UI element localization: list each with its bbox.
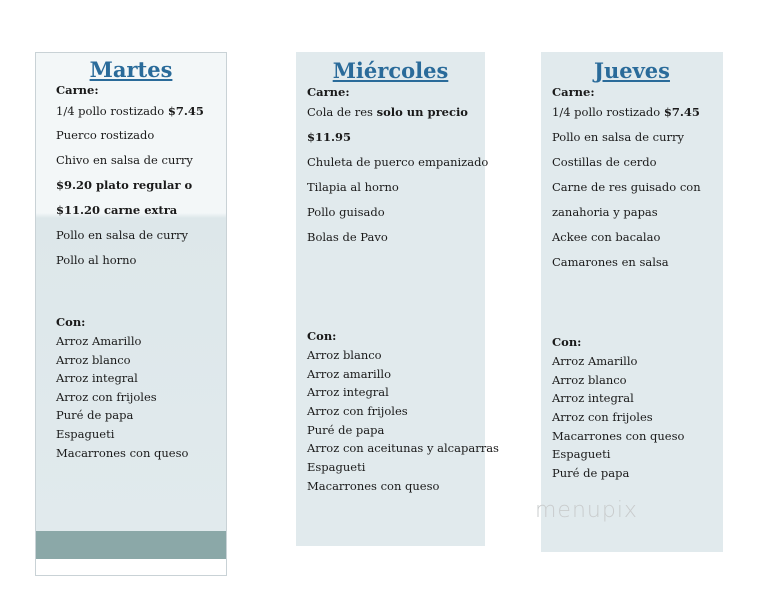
side-item: Arroz con frijoles (552, 410, 653, 424)
side-item: Puré de papa (552, 466, 630, 480)
watermark-logo: menupix (535, 498, 638, 523)
menu-item: Pollo al horno (56, 253, 137, 267)
side-item: Espagueti (552, 447, 611, 461)
side-item: Arroz integral (307, 385, 389, 399)
menu-item: Bolas de Pavo (307, 230, 388, 244)
side-item: Arroz amarillo (307, 367, 392, 381)
side-item: Puré de papa (307, 423, 385, 437)
meat-header: Carne: (56, 83, 99, 97)
sides-header: Con: (552, 335, 582, 349)
side-item: Arroz Amarillo (56, 334, 142, 348)
menu-item: Pollo guisado (307, 205, 385, 219)
side-item: Arroz integral (552, 391, 634, 405)
meat-header: Carne: (552, 85, 595, 99)
menu-item: 1/4 pollo rostizado $7.45 (552, 105, 700, 119)
side-item: Arroz blanco (552, 373, 627, 387)
menu-item: Chuleta de puerco empanizado (307, 155, 489, 169)
menu-item: Tilapia al horno (307, 180, 399, 194)
side-item: Espagueti (56, 427, 115, 441)
meat-header: Carne: (307, 85, 350, 99)
panel-footer (36, 559, 226, 575)
menu-item: Costillas de cerdo (552, 155, 657, 169)
menu-column-miercoles (296, 52, 499, 546)
side-item: Arroz con aceitunas y alcaparras (307, 441, 499, 455)
menu-column-martes (35, 52, 227, 576)
side-item: Arroz Amarillo (552, 354, 638, 368)
side-item: Arroz integral (56, 371, 138, 385)
side-item: Espagueti (307, 460, 366, 474)
side-item: Macarrones con queso (552, 429, 685, 443)
menu-item: Pollo en salsa de curry (552, 130, 685, 144)
menu-item: Camarones en salsa (552, 255, 669, 269)
menu-item: $11.95 (307, 130, 352, 144)
sides-header: Con: (307, 329, 337, 343)
menu-item: Pollo en salsa de curry (56, 228, 189, 242)
side-item: Arroz con frijoles (307, 404, 408, 418)
day-title: Miércoles (332, 58, 449, 83)
menu-item: 1/4 pollo rostizado $7.45 (56, 104, 204, 118)
menu-item: zanahoria y papas (552, 205, 658, 219)
menu-column-jueves (541, 52, 723, 552)
side-item: Arroz con frijoles (56, 390, 157, 404)
side-item: Macarrones con queso (307, 479, 440, 493)
side-item: Arroz blanco (56, 353, 131, 367)
menu-item: $9.20 plato regular o (56, 178, 193, 192)
decorative-band (36, 531, 226, 559)
menu-item: Carne de res guisado con (552, 180, 701, 194)
day-title: Martes (89, 57, 173, 82)
sides-header: Con: (56, 315, 86, 329)
menu-item: Ackee con bacalao (552, 230, 661, 244)
menu-item: $11.20 carne extra (56, 203, 178, 217)
menu-item: Chivo en salsa de curry (56, 153, 193, 167)
menu-item: Cola de res solo un precio (307, 105, 468, 119)
side-item: Macarrones con queso (56, 446, 189, 460)
menu-item: Puerco rostizado (56, 128, 155, 142)
day-title: Jueves (594, 58, 670, 83)
side-item: Arroz blanco (307, 348, 382, 362)
side-item: Puré de papa (56, 408, 134, 422)
